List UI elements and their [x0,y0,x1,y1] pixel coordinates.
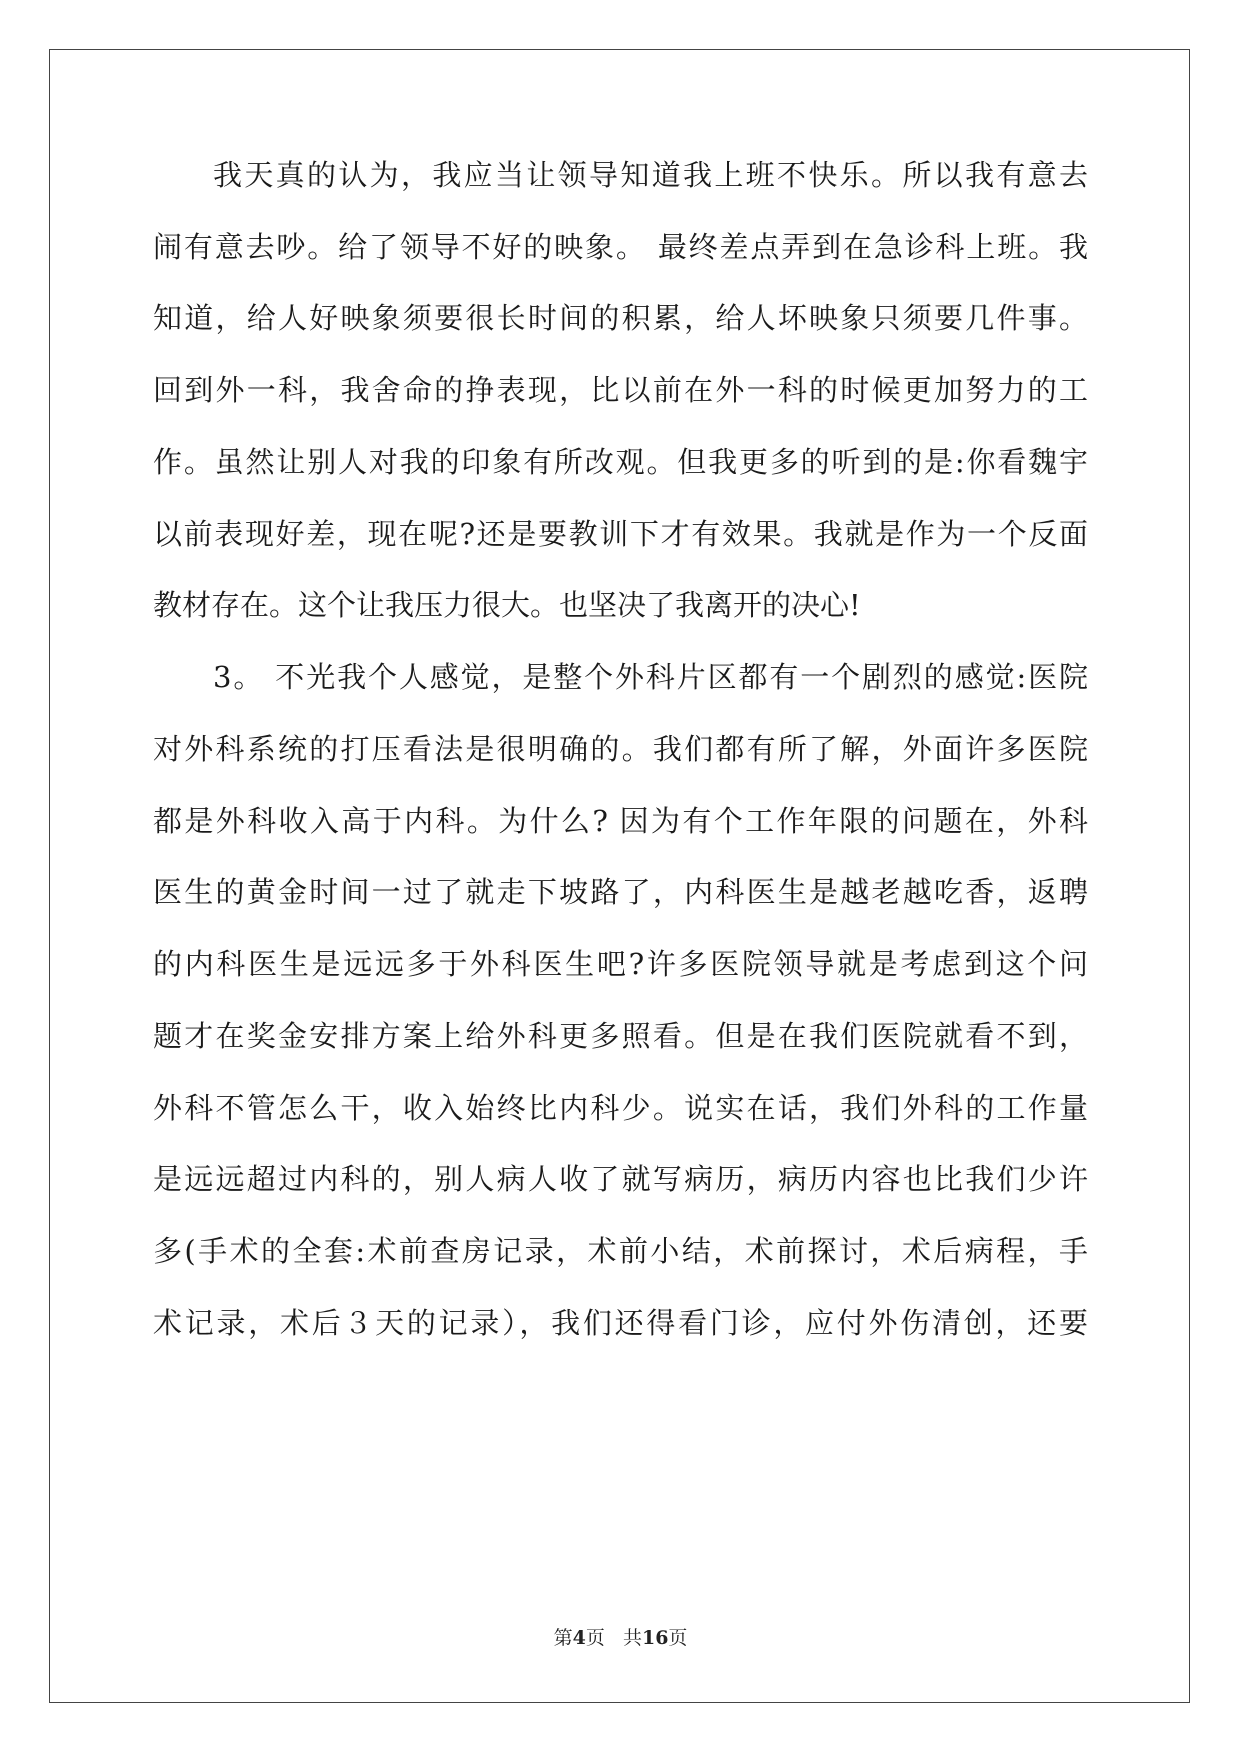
body-text-line: 的内科医生是远远多于外科医生吧?许多医院领导就是考虑到这个问 [153,947,1088,981]
body-text-line: 外科不管怎么干，收入始终比内科少。说实在话，我们外科的工作量 [153,1091,1088,1125]
body-text-line: 对外科系统的打压看法是很明确的。我们都有所了解，外面许多医院 [153,732,1088,766]
current-page-number: 4 [572,1627,586,1649]
footer-total-unit: 页 [668,1627,688,1649]
body-text-line: 知道，给人好映象须要很长时间的积累，给人坏映象只须要几件事。 [153,301,1088,335]
body-text-line: 医生的黄金时间一过了就走下坡路了，内科医生是越老越吃香，返聘 [153,875,1088,909]
body-text-line: 闹有意去吵。给了领导不好的映象。 最终差点弄到在急诊科上班。我 [153,230,1088,264]
body-text-line: 我天真的认为，我应当让领导知道我上班不快乐。所以我有意去 [213,158,1088,192]
body-text-line: 多(手术的全套:术前查房记录，术前小结，术前探讨，术后病程，手 [153,1234,1088,1268]
footer-total-prefix: 共 [622,1627,642,1649]
body-text-line: 题才在奖金安排方案上给外科更多照看。但是在我们医院就看不到， [153,1019,1088,1053]
total-pages-number: 16 [641,1627,669,1649]
body-text-line: 教材存在。这个让我压力很大。也坚决了我离开的决心! [153,588,861,622]
body-text-line: 都是外科收入高于内科。为什么? 因为有个工作年限的问题在，外科 [153,804,1088,838]
body-text-line: 3。 不光我个人感觉，是整个外科片区都有一个剧烈的感觉:医院 [213,660,1088,694]
footer-page-unit: 页 [585,1627,605,1649]
body-text-line: 以前表现好差，现在呢?还是要教训下才有效果。我就是作为一个反面 [153,517,1088,551]
body-text-line: 作。虽然让别人对我的印象有所改观。但我更多的听到的是:你看魏宇 [153,445,1088,479]
body-text-line: 是远远超过内科的，别人病人收了就写病历，病历内容也比我们少许 [153,1162,1088,1196]
body-text-line: 回到外一科，我舍命的挣表现，比以前在外一科的时候更加努力的工 [153,373,1088,407]
page-footer [0,1626,1241,1650]
body-text-line: 术记录，术后３天的记录），我们还得看门诊，应付外伤清创，还要 [153,1306,1088,1340]
footer-prefix: 第 [553,1627,573,1649]
